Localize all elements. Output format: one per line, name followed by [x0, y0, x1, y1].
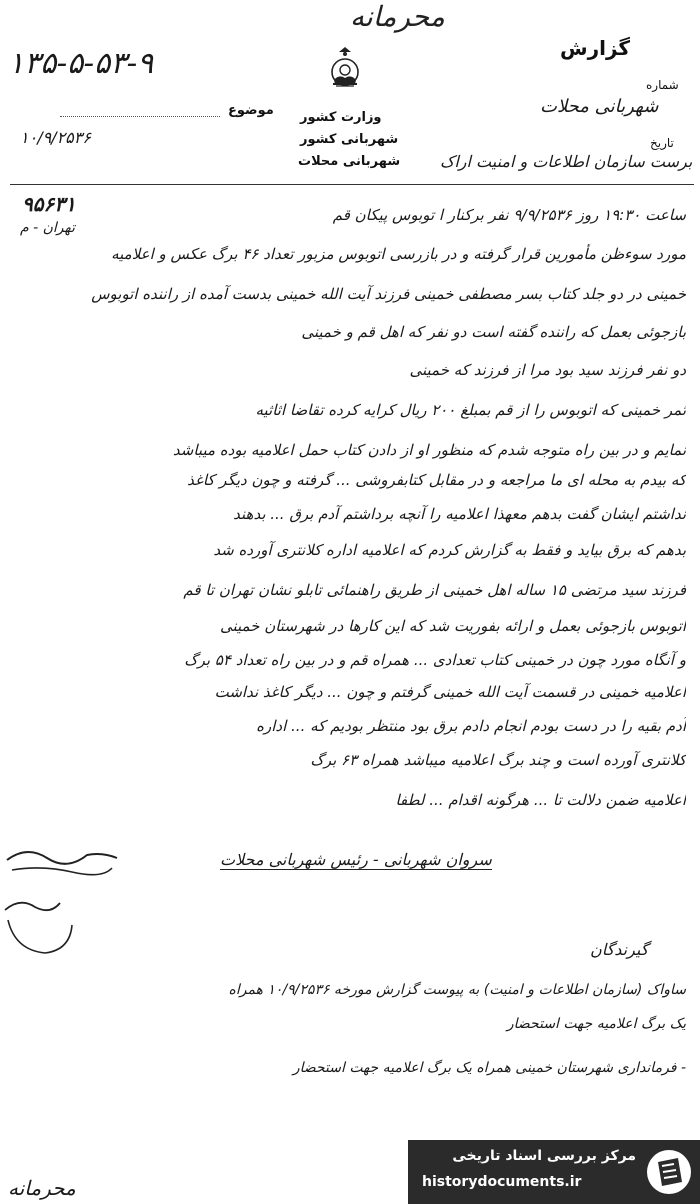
subject-line	[60, 116, 220, 117]
subject-label: موضوع	[228, 103, 274, 118]
initials-scribble	[0, 895, 80, 965]
signature-scribble	[2, 840, 122, 890]
body-line: ثمر خمینی که اتوبوس را از قم بمبلغ ۲۰۰ ریال کرایه کرده تقاضا اثاثیه	[255, 401, 686, 419]
recipients-label: گیرندگان	[590, 940, 649, 959]
header-date: ۱۰/۹/۲۵۳۶	[20, 128, 91, 147]
bottom-stamp: محرمانه	[8, 1176, 76, 1200]
body-line: بدهم که برق بیاید و فقط به گزارش کردم که اعلامیه اداره کلانتری آورده شد	[213, 541, 686, 559]
body-line: کلانتری آورده است و چند برگ اعلامیه میباشد همراه ۶۳ برگ	[310, 751, 686, 769]
recipient-line: یک برگ اعلامیه جهت استحضار	[506, 1016, 686, 1032]
handwritten-city-note: تهران - م	[20, 220, 75, 236]
body-line: اتوبوس بازجوئی بعمل و ارائه بفوریت شد که این کارها در شهرستان خمینی	[219, 617, 686, 635]
body-line: نداشتم ایشان گفت بدهم معهذا اعلامیه را آنچه برداشتم آدم برق ... بدهند	[233, 505, 686, 523]
ministry-name: وزارت کشور	[300, 110, 382, 125]
number-label: شماره	[646, 78, 679, 92]
number-value: شهربانی محلات	[540, 96, 659, 117]
body-line: اعلامیه خمینی در قسمت آیت الله خمینی گرفتم و چون ... دیگر کاغذ نداشت	[214, 683, 686, 701]
header-divider	[10, 184, 694, 185]
handwritten-reference-number: ۹۵۶۳۱	[22, 192, 76, 216]
lion-sun-emblem-icon	[325, 46, 365, 92]
date-label: تاریخ	[650, 136, 674, 150]
body-line: و آنگاه مورد چون در خمینی کتاب تعدادی ... همراه قم و در بین راه تعداد ۵۴ برگ	[184, 651, 686, 669]
addressee-line: برست سازمان اطلاعات و امنیت اراک	[440, 152, 693, 171]
stamp-top: محرمانه	[350, 0, 445, 33]
body-line: خمینی در دو جلد کتاب بسر مصطفی خمینی فرزند آیت الله خمینی بدست آمده از راننده اتوبوس	[91, 285, 686, 303]
archive-logo-icon	[644, 1146, 694, 1198]
body-line: بازجوئی بعمل که راننده گفته است دو نفر که اهل قم و خمینی	[301, 323, 686, 341]
recipient-line: ساواک (سازمان اطلاعات و امنیت) به پیوست گزارش مورخه ۱۰/۹/۲۵۳۶ همراه	[228, 982, 686, 998]
body-line: ساعت ۱۹:۳۰ روز ۹/۹/۲۵۳۶ نفر برکنار ا توبوس پیکان قم	[332, 206, 686, 224]
archive-website: historydocuments.ir	[422, 1174, 582, 1190]
reference-code: ۱۳۵-۵-۵۳-۹	[8, 46, 154, 81]
body-line: نمایم و در بین راه متوجه شدم که منظور او از دادن کتاب حمل اعلامیه بوده میباشد	[172, 441, 686, 459]
department-name: شهربانی کشور	[300, 132, 399, 147]
signature-line: سروان شهربانی - رئیس شهربانی محلات	[220, 850, 492, 869]
body-line: که بیدم به محله ای ما مراجعه و در مقابل کتابفروشی ... گرفته و چون دیگر کاغذ	[187, 471, 686, 489]
body-line: فرزند سید مرتضی ۱۵ ساله اهل خمینی از طریق راهنمائی تابلو نشان تهران تا قم	[183, 581, 686, 599]
body-line: اعلامیه ضمن دلالت تا ... هرگونه اقدام ... لطفا	[395, 791, 686, 809]
body-line: مورد سوءظن مأمورین قرار گرفته و در بازرسی اتوبوس مزبور تعداد ۴۶ برگ عکس و اعلامیه	[111, 245, 686, 263]
body-line: آدم بقیه را در دست بودم انجام دادم برق بود منتظر بودیم که ... اداره	[256, 717, 686, 735]
local-department-name: شهربانی محلات	[298, 154, 401, 169]
archive-name: مرکز بررسی اسناد تاریخی	[452, 1148, 636, 1164]
document-title: گزارش	[560, 36, 631, 60]
archive-logo-block	[408, 1140, 700, 1204]
body-line: دو نفر فرزند سید بود مرا از فرزند که خمینی	[409, 361, 686, 379]
recipient-line: - فرمانداری شهرستان خمینی همراه یک برگ اعلامیه جهت استحضار	[292, 1060, 686, 1076]
